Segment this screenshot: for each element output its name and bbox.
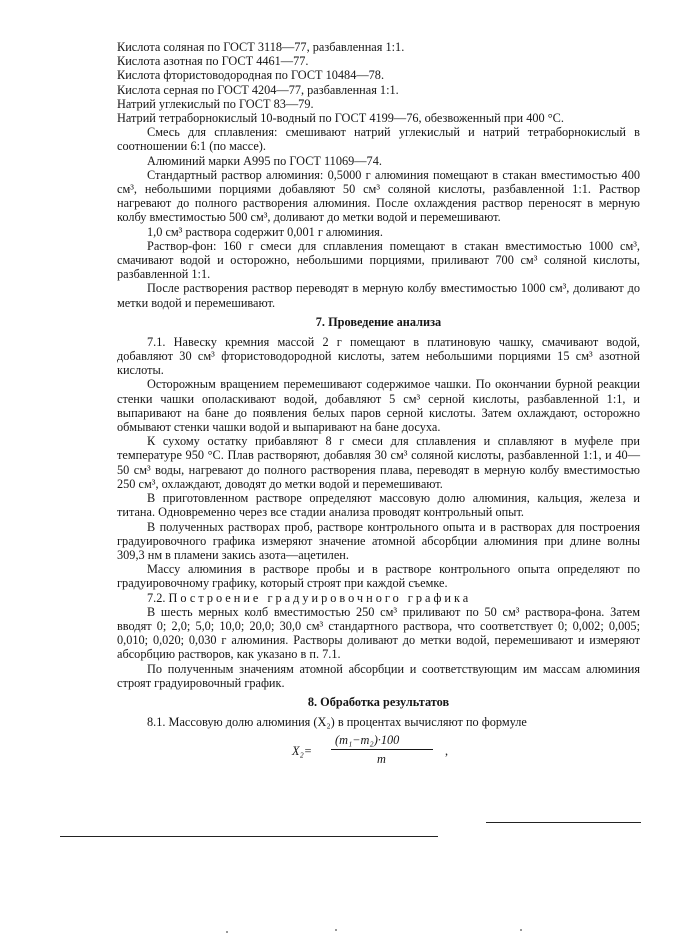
paragraph-background-solution: Раствор-фон: 160 г смеси для сплавления помещают в стакан вместимостью 1000 см³, смачивают водой и осторожно, небольшими порциями, приливают 700 см³ соляной кислоты, разбавленной 1:1.: [117, 238, 640, 282]
paragraph-7-1-c: К сухому остатку прибавляют 8 г смеси для сплавления и сплавляют в муфеле при температуре 950 °C. Плав растворяют, добавляя 30 см³ соляной кислоты, разбавленной 1:1, и 40—50 см³ воды, нагревают до полного растворения плава, переводят в мерную колбу вместимостью 250 см³, охлаждают, доводят до метки водой и перемешивают.: [117, 434, 640, 491]
subsection-7-2-number: 7.2.: [147, 590, 166, 605]
paragraph-7-2: В шесть мерных колб вместимостью 250 см³ приливают по 50 см³ раствора-фона. Затем вводят 0; 2,0; 5,0; 10,0; 20,0; 30,0 см³ стандартного раствора, что соответствует 0; 0,002; 0,005; 0,010; 0,020; 0,030 г алюминия. Растворы доливают до метки водой, перемешивают и измеряют абсорбцию растворов, как указано в п. 7.1.: [117, 604, 640, 662]
paragraph-mix: Смесь для сплавления: смешивают натрий углекислый и натрий тетраборнокислый в соотношении 6:1 (по массе).: [117, 125, 640, 154]
paragraph-concentration: 1,0 см³ раствора содержит 0,001 г алюминия.: [147, 224, 383, 239]
paragraph-aluminium: Алюминий марки А995 по ГОСТ 11069—74.: [147, 153, 382, 168]
document-body: [117, 40, 640, 769]
reagent-hf: Кислота фтористоводородная по ГОСТ 10484—78.: [117, 68, 385, 83]
reagent-borax: Натрий тетраборнокислый 10-водный по ГОСТ 4199—76, обезвоженный при 400 °C.: [117, 111, 564, 126]
formula-denominator: m: [377, 752, 386, 767]
formula-fraction-bar: [331, 749, 433, 750]
paragraph-7-1-f: Массу алюминия в растворе пробы и в растворе контрольного опыта определяют по градуировочному графику, который строят при каждой съемке.: [117, 562, 640, 591]
section-8-heading: 8. Обработка результатов: [307, 694, 450, 709]
paragraph-7-1-d: В приготовленном растворе определяют массовую долю алюминия, кальция, железа и титана. Одновременно через все стадии анализа проводят контрольный опыт.: [117, 491, 640, 520]
section-7-heading: 7. Проведение анализа: [315, 314, 442, 329]
paragraph-standard-solution: Стандартный раствор алюминия: 0,5000 г алюминия помещают в стакан вместимостью 400 см³, небольшими порциями добавляют 50 см³ соляной кислоты, разбавленной 1:1. Раствор нагревают до полного растворения алюминия. После охлаждения раствор переносят в мерную колбу вместимостью 500 см³, доливают до метки водой и перемешивают.: [117, 167, 640, 225]
horizontal-rule-right: [486, 822, 641, 823]
paragraph-8-1: 8.1. Массовую долю алюминия (X₂) в процентах вычисляют по формуле: [147, 714, 527, 729]
formula-comma: ,: [445, 744, 449, 759]
paragraph-7-2-b: По полученным значениям атомной абсорбции и соответствующим им массам алюминия строят градуировочный график.: [117, 661, 640, 690]
reagent-h2so4: Кислота серная по ГОСТ 4204—77, разбавленная 1:1.: [117, 82, 399, 97]
paragraph-7-1-b: Осторожным вращением перемешивают содержимое чашки. По окончании бурной реакции стенки чашки ополаскивают водой, добавляют 5 см³ серной кислоты, разбавленной 1:1, и выпаривают на бане до появления белых паров серной кислоты. Затем охлаждают, осторожно обмывают стенки чашки водой и выпаривают на бане досуха.: [117, 377, 640, 435]
reagent-hcl: Кислота соляная по ГОСТ 3118—77, разбавленная 1:1.: [117, 40, 405, 54]
formula-numerator: (m₁−m₂)·100: [335, 733, 400, 748]
scan-speck: [335, 929, 337, 931]
paragraph-after-dissolution: После растворения раствор переводят в мерную колбу вместимостью 1000 см³, доливают до метки водой и перемешивают.: [117, 281, 640, 310]
paragraph-7-1-e: В полученных растворах проб, растворе контрольного опыта и в растворах для построения градуировочного графика измеряют значение атомной абсорбции алюминия при длине волны 309,3 нм в пламени закись азота—ацетилен.: [117, 519, 640, 562]
reagent-na2co3: Натрий углекислый по ГОСТ 83—79.: [117, 96, 314, 111]
scan-speck: [226, 931, 228, 933]
scan-speck: [520, 929, 522, 931]
horizontal-rule-left: [60, 836, 438, 837]
paragraph-7-1: 7.1. Навеску кремния массой 2 г помещают в платиновую чашку, смачивают водой, добавляют 30 см³ фтористоводородной кислоты, затем небольшими порциями 15 см³ азотной кислоты.: [117, 334, 640, 378]
formula-x2: [117, 733, 640, 769]
formula-lhs: X₂=: [292, 744, 313, 759]
subsection-7-2-heading: [117, 591, 640, 605]
subsection-7-2-title: Построение градуировочного графика: [168, 590, 472, 605]
reagent-hno3: Кислота азотная по ГОСТ 4461—77.: [117, 54, 309, 69]
